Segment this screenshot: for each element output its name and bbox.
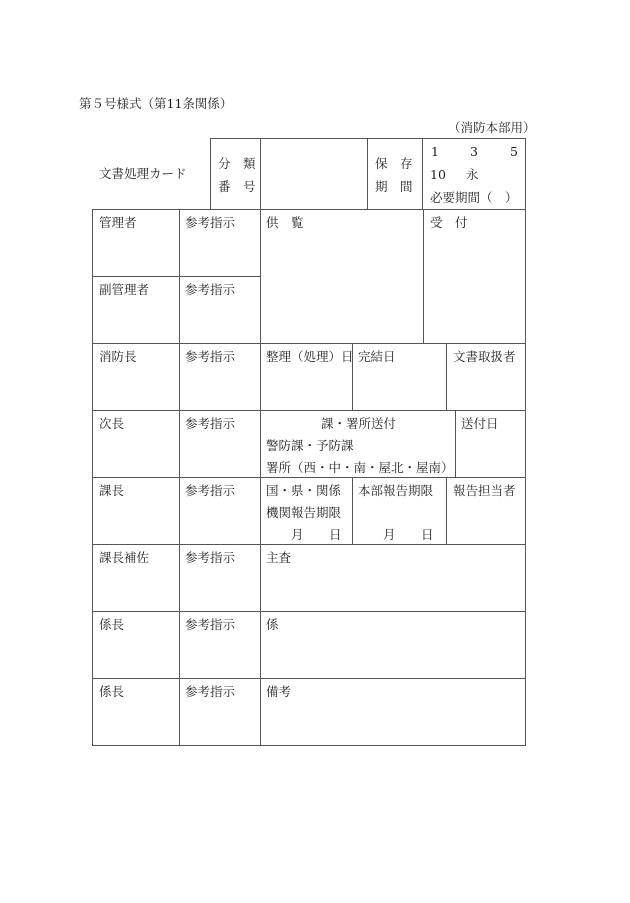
instruction-label: 参考指示: [185, 349, 236, 364]
instruction-label: 参考指示: [185, 282, 236, 297]
dispatch-field[interactable]: [261, 411, 455, 477]
remarks-label: 備考: [266, 684, 292, 699]
header-divider: [422, 138, 423, 209]
dispatch-heading: 課・署所送付: [321, 416, 397, 431]
retention-option-10[interactable]: 10: [430, 167, 446, 182]
dispatch-date-label: 送付日: [461, 416, 499, 431]
circulation-label: 供 覧: [266, 215, 304, 230]
retention-label-line2: 期 間: [375, 179, 413, 194]
classification-number-field[interactable]: [261, 139, 366, 208]
instruction-cell-section-chief[interactable]: [180, 478, 260, 544]
approval-cell-subsection-chief-2[interactable]: [93, 679, 179, 745]
instruction-label: 参考指示: [185, 617, 236, 632]
approval-cell-manager[interactable]: [93, 210, 179, 276]
retention-option-5[interactable]: 5: [510, 144, 518, 159]
approval-cell-deputy-chief[interactable]: [93, 411, 179, 477]
document-handler-label: 文書取扱者: [453, 349, 516, 364]
external-report-label-line2: 機関報告期限: [266, 505, 342, 520]
chief-examiner-label: 主査: [266, 550, 292, 565]
role-label: 副管理者: [99, 282, 150, 297]
external-report-label-line1: 国・県・関係: [266, 483, 342, 498]
usage-note: （消防本部用）: [448, 120, 536, 135]
instruction-label: 参考指示: [185, 684, 236, 699]
completion-date-field[interactable]: [353, 344, 446, 410]
role-label: 次長: [99, 416, 125, 431]
role-label: 係長: [99, 684, 125, 699]
external-day-label: 日: [329, 527, 342, 542]
processing-date-label: 整理（処理）日: [266, 349, 354, 364]
header-divider: [525, 138, 526, 209]
dispatch-date-field[interactable]: [456, 411, 525, 477]
completion-date-label: 完結日: [358, 349, 396, 364]
hq-report-deadline-label: 本部報告期限: [358, 483, 434, 498]
instruction-cell-deputy-chief[interactable]: [180, 411, 260, 477]
header-divider: [210, 138, 211, 209]
classification-label-line1: 分 類: [218, 156, 256, 171]
instruction-label: 参考指示: [185, 550, 236, 565]
circulation-field[interactable]: [261, 210, 423, 343]
approval-cell-subsection-chief-1[interactable]: [93, 612, 179, 678]
role-label: 課長補佐: [99, 550, 150, 565]
role-label: 管理者: [99, 215, 137, 230]
instruction-cell-deputy-manager[interactable]: [180, 277, 260, 343]
approval-cell-section-chief[interactable]: [93, 478, 179, 544]
staff-field[interactable]: [261, 612, 525, 678]
instruction-cell-manager[interactable]: [180, 210, 260, 276]
approval-cell-fire-chief[interactable]: [93, 344, 179, 410]
staff-label: 係: [266, 617, 279, 632]
retention-label-line1: 保 存: [375, 156, 413, 171]
instruction-label: 参考指示: [185, 416, 236, 431]
instruction-cell-assistant-section-chief[interactable]: [180, 545, 260, 611]
report-officer-label: 報告担当者: [453, 483, 516, 498]
remarks-field[interactable]: [261, 679, 525, 745]
table-bottom-border: [92, 745, 526, 746]
role-label: 係長: [99, 617, 125, 632]
document-handler-field[interactable]: [447, 344, 525, 410]
role-label: 消防長: [99, 349, 137, 364]
external-report-deadline-field[interactable]: [261, 478, 352, 544]
approval-cell-deputy-manager[interactable]: [93, 277, 179, 343]
form-title: 第５号様式（第11条関係）: [79, 96, 233, 111]
card-title: 文書処理カード: [99, 166, 187, 181]
external-month-label: 月: [291, 527, 304, 542]
instruction-label: 参考指示: [185, 483, 236, 498]
retention-option-required-period[interactable]: 必要期間（ ）: [430, 190, 518, 205]
report-officer-field[interactable]: [447, 478, 525, 544]
approval-cell-assistant-section-chief[interactable]: [93, 545, 179, 611]
instruction-cell-fire-chief[interactable]: [180, 344, 260, 410]
processing-date-field[interactable]: [261, 344, 352, 410]
instruction-label: 参考指示: [185, 215, 236, 230]
retention-option-3[interactable]: 3: [470, 144, 478, 159]
reception-field[interactable]: [424, 210, 525, 343]
role-label: 課長: [99, 483, 125, 498]
instruction-cell-subsection-chief-2[interactable]: [180, 679, 260, 745]
header-top-border: [210, 138, 526, 139]
chief-examiner-field[interactable]: [261, 545, 525, 611]
dispatch-stations: 署所（西・中・南・屋北・屋南）: [266, 460, 454, 475]
header-divider: [367, 138, 368, 209]
reception-label: 受 付: [430, 215, 468, 230]
classification-label-line2: 番 号: [218, 179, 256, 194]
retention-option-1[interactable]: 1: [431, 144, 439, 159]
retention-option-permanent[interactable]: 永: [466, 167, 479, 182]
hq-day-label: 日: [421, 527, 434, 542]
hq-report-deadline-field[interactable]: [353, 478, 446, 544]
hq-month-label: 月: [383, 527, 396, 542]
instruction-cell-subsection-chief-1[interactable]: [180, 612, 260, 678]
dispatch-departments: 警防課・予防課: [266, 438, 354, 453]
